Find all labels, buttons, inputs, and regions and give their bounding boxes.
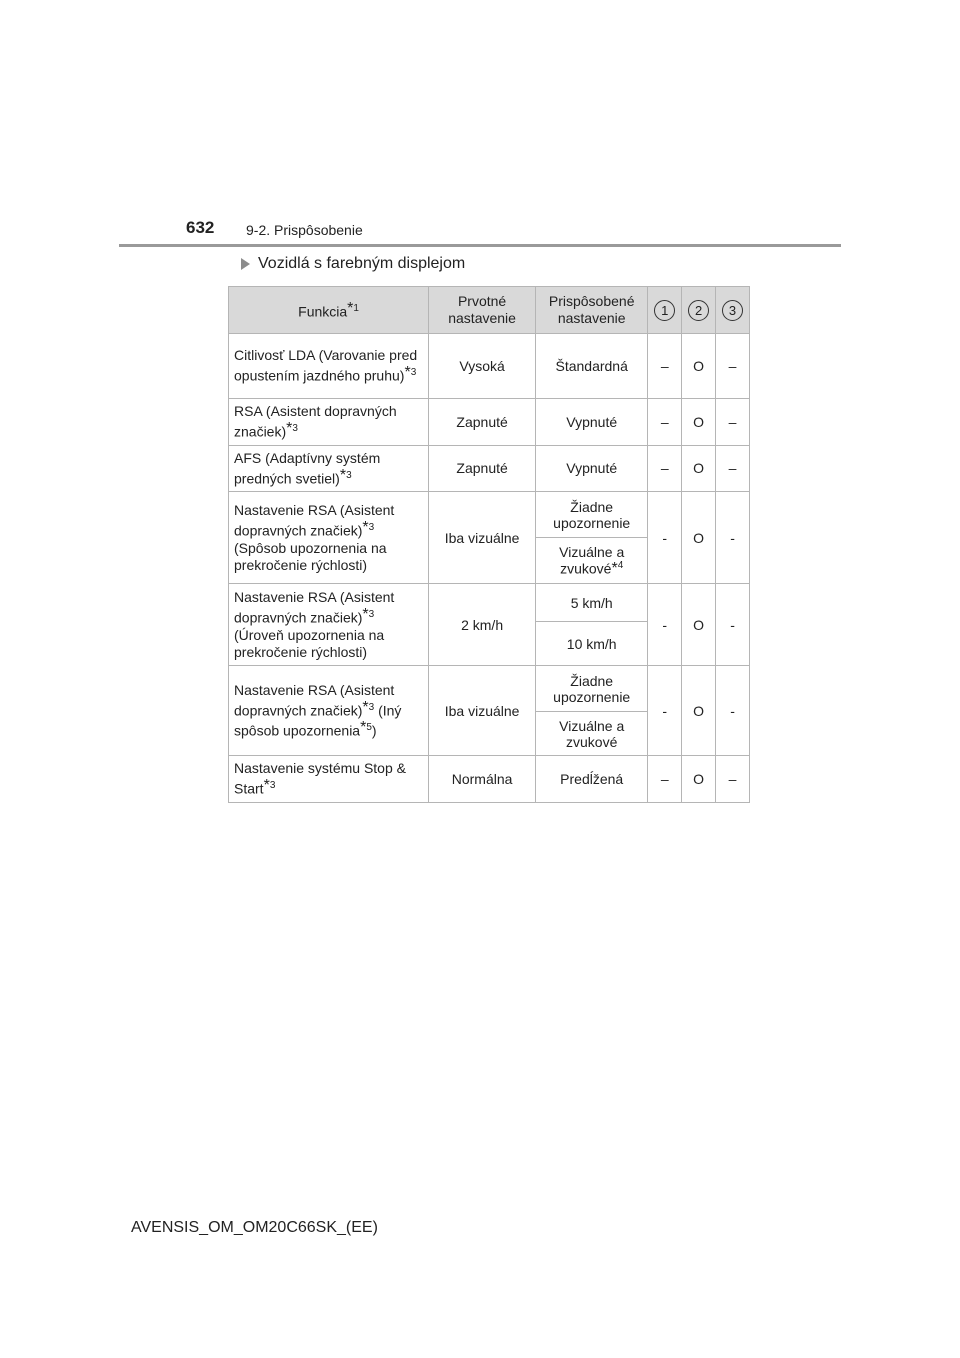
- table-row: [229, 334, 750, 399]
- feature-cell: Nastavenie systému Stop & Start*$^3$: [229, 756, 429, 803]
- col-1-cell: –: [648, 399, 682, 446]
- initial-cell: Vysoká: [429, 334, 536, 399]
- col-2-cell: O: [682, 492, 716, 584]
- col-3-cell: –: [716, 756, 750, 803]
- col-2-cell: O: [682, 399, 716, 446]
- col-3-cell: -: [716, 584, 750, 666]
- custom-cell: 10 km/h: [536, 622, 648, 666]
- settings-table: [228, 286, 750, 803]
- header-col-3: [716, 287, 750, 334]
- col-1-cell: –: [648, 756, 682, 803]
- col-2-cell: O: [682, 334, 716, 399]
- custom-cell: Vizuálne a zvukové: [536, 712, 648, 756]
- custom-cell: Vizuálne a zvukové*$^4$: [536, 538, 648, 584]
- table-header-row: [229, 287, 750, 334]
- col-1-cell: -: [648, 584, 682, 666]
- header-initial: Prvotné nastavenie: [429, 287, 536, 334]
- initial-cell: Normálna: [429, 756, 536, 803]
- table-row: [229, 584, 750, 622]
- initial-cell: 2 km/h: [429, 584, 536, 666]
- number-2-icon: 2: [688, 300, 709, 321]
- header-col-2: [682, 287, 716, 334]
- initial-cell: Iba vizuálne: [429, 492, 536, 584]
- col-3-cell: -: [716, 492, 750, 584]
- col-3-cell: -: [716, 666, 750, 756]
- col-3-cell: –: [716, 445, 750, 492]
- custom-cell: Žiadne upozornenie: [536, 492, 648, 538]
- section-title: 9-2. Prispôsobenie: [246, 222, 363, 238]
- table-row: [229, 666, 750, 712]
- feature-cell: AFS (Adaptívny systém predných svetiel)*$^3$: [229, 445, 429, 492]
- triangle-bullet-icon: [241, 258, 250, 270]
- col-3-cell: –: [716, 334, 750, 399]
- feature-cell: Nastavenie RSA (Asistent dopravných značiek)*$^3$ (Iný spôsob upozornenia*$^5$): [229, 666, 429, 756]
- col-3-cell: –: [716, 399, 750, 446]
- table-row: [229, 445, 750, 492]
- col-2-cell: O: [682, 584, 716, 666]
- subheading-text: Vozidlá s farebným displejom: [258, 255, 466, 272]
- header-feature: Funkcia*$^1$: [229, 287, 429, 334]
- table-row: [229, 756, 750, 803]
- header-custom: Prispôsobené nastavenie: [536, 287, 648, 334]
- col-1-cell: -: [648, 492, 682, 584]
- feature-cell: RSA (Asistent dopravných značiek)*$^3$: [229, 399, 429, 446]
- custom-cell: Predĺžená: [536, 756, 648, 803]
- col-1-cell: -: [648, 666, 682, 756]
- initial-cell: Zapnuté: [429, 399, 536, 446]
- document-code: AVENSIS_OM_OM20C66SK_(EE): [131, 1219, 378, 1236]
- custom-cell: 5 km/h: [536, 584, 648, 622]
- col-2-cell: O: [682, 666, 716, 756]
- header-rule: [119, 244, 841, 247]
- col-1-cell: –: [648, 445, 682, 492]
- feature-cell: Citlivosť LDA (Varovanie pred opustením jazdného pruhu)*$^3$: [229, 334, 429, 399]
- subheading: [241, 255, 465, 273]
- number-1-icon: 1: [654, 300, 675, 321]
- header-col-1: [648, 287, 682, 334]
- table-row: [229, 492, 750, 538]
- custom-cell: Vypnuté: [536, 445, 648, 492]
- custom-cell: Štandardná: [536, 334, 648, 399]
- col-2-cell: O: [682, 445, 716, 492]
- number-3-icon: 3: [722, 300, 743, 321]
- initial-cell: Zapnuté: [429, 445, 536, 492]
- initial-cell: Iba vizuálne: [429, 666, 536, 756]
- feature-cell: Nastavenie RSA (Asistent dopravných značiek)*$^3$ (Spôsob upozornenia na prekročenie rýchlosti): [229, 492, 429, 584]
- col-1-cell: –: [648, 334, 682, 399]
- custom-cell: Vypnuté: [536, 399, 648, 446]
- custom-cell: Žiadne upozornenie: [536, 666, 648, 712]
- page-number: 632: [186, 218, 215, 237]
- table-row: [229, 399, 750, 446]
- feature-cell: Nastavenie RSA (Asistent dopravných značiek)*$^3$ (Úroveň upozornenia na prekročenie rýchlosti): [229, 584, 429, 666]
- col-2-cell: O: [682, 756, 716, 803]
